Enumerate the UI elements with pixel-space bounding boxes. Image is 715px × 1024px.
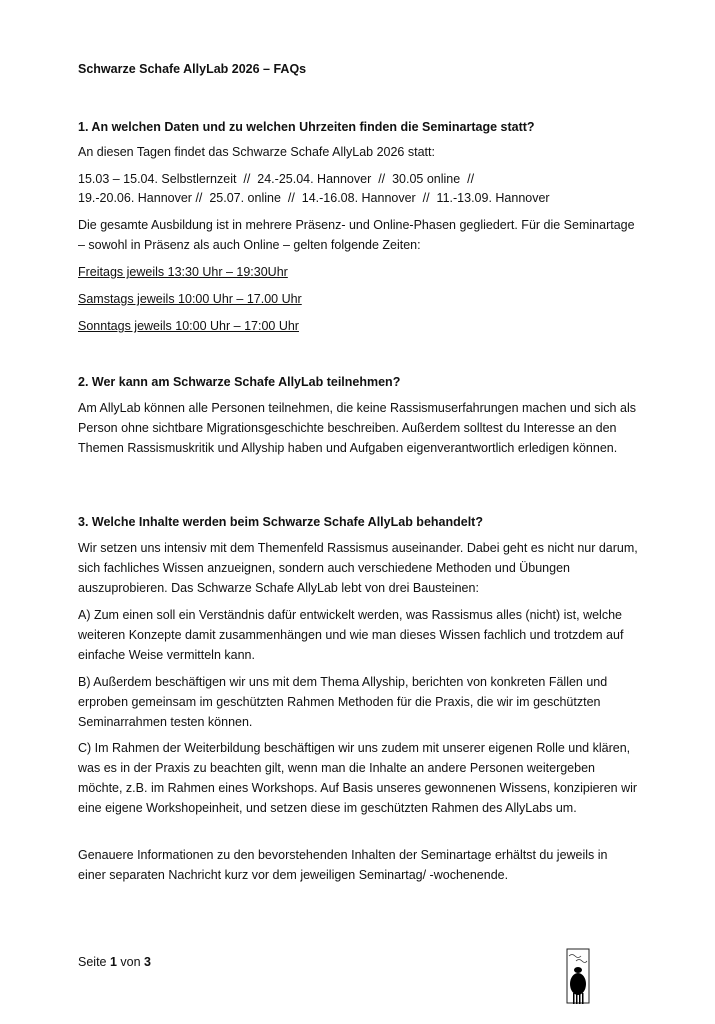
black-sheep-icon [566,948,590,1006]
page-of: von [116,955,145,969]
page-number [78,955,151,969]
document-title: Schwarze Schafe AllyLab 2026 – FAQs [78,62,307,76]
black-sheep-logo [566,948,590,1006]
paragraph: Genauere Informationen zu den bevorstehenden Inhalten der Seminartage erhältst du jeweils in einer separaten Nachricht kurz vor dem jeweiligen Seminartag/ -wochenende. [78,848,608,882]
dates-line-2: 19.-20.06. Hannover // 25.07. online // 14.-16.08. Hannover // 11.-13.09. Hannover [78,191,550,205]
time-saturday: Samstags jeweils 10:00 Uhr – 17.00 Uhr [78,292,302,306]
paragraph: Am AllyLab können alle Personen teilnehmen, die keine Rassismuserfahrungen machen und sich als Person ohne sichtbare Migrationsgeschichte beschreiben. Außerdem solltest du Interesse an den Themen Rassismuskritik und Allyship haben und Aufgaben eigenverantwortlich erledigen können. [78,401,636,455]
paragraph: Wir setzen uns intensiv mit dem Themenfeld Rassismus auseinander. Dabei geht es nicht nur darum, sich fachliches Wissen anzueignen, sondern auch verschiedene Methoden und Übungen auszuprobieren. Das Schwarze Schafe AllyLab lebt von drei Bausteinen: [78,541,638,595]
time-friday: Freitags jeweils 13:30 Uhr – 19:30Uhr [78,265,288,279]
dates-line-1: 15.03 – 15.04. Selbstlernzeit // 24.-25.04. Hannover // 30.05 online // [78,172,475,186]
paragraph-c: C) Im Rahmen der Weiterbildung beschäftigen wir uns zudem mit unserer eigenen Rolle und klären, was es in der Praxis zu beachten gilt, wenn man die Inhalte an andere Personen weitergeben möchte, z.B. im Rahmen eines Workshops. Auf Basis unseres gewonnenen Wissens, konzipieren wir eine eigene Workshopeinheit, und setzen diese im geschützten Rahmen des AllyLabs um. [78,741,638,815]
page-total: 3 [144,955,151,969]
paragraph-b: B) Außerdem beschäftigen wir uns mit dem Thema Allyship, berichten von konkreten Fällen und erproben gemeinsam im geschützten Rahmen Methoden für die Praxis, die wir im geschützten Seminarrahmen testen können. [78,675,608,729]
time-sunday: Sonntags jeweils 10:00 Uhr – 17:00 Uhr [78,319,299,333]
paragraph: An diesen Tagen findet das Schwarze Schafe AllyLab 2026 statt: [78,145,435,159]
page-label: Seite [78,955,110,969]
question-3: 3. Welche Inhalte werden beim Schwarze Schafe AllyLab behandelt? [78,515,483,529]
page-current: 1 [109,955,117,969]
paragraph-a: A) Zum einen soll ein Verständnis dafür entwickelt werden, was Rassismus alles (nicht) ist, welche weiteren Konzepte damit zusammenhängen und wie man dieses Wissen fachlich und trotzdem auf einfache Weise vermitteln kann. [78,608,624,662]
question-1: 1. An welchen Daten und zu welchen Uhrzeiten finden die Seminartage statt? [78,120,535,134]
paragraph: Die gesamte Ausbildung ist in mehrere Präsenz- und Online-Phasen gegliedert. Für die Seminartage – sowohl in Präsenz als auch Online – gelten folgende Zeiten: [78,218,635,252]
question-2: 2. Wer kann am Schwarze Schafe AllyLab teilnehmen? [78,375,401,389]
